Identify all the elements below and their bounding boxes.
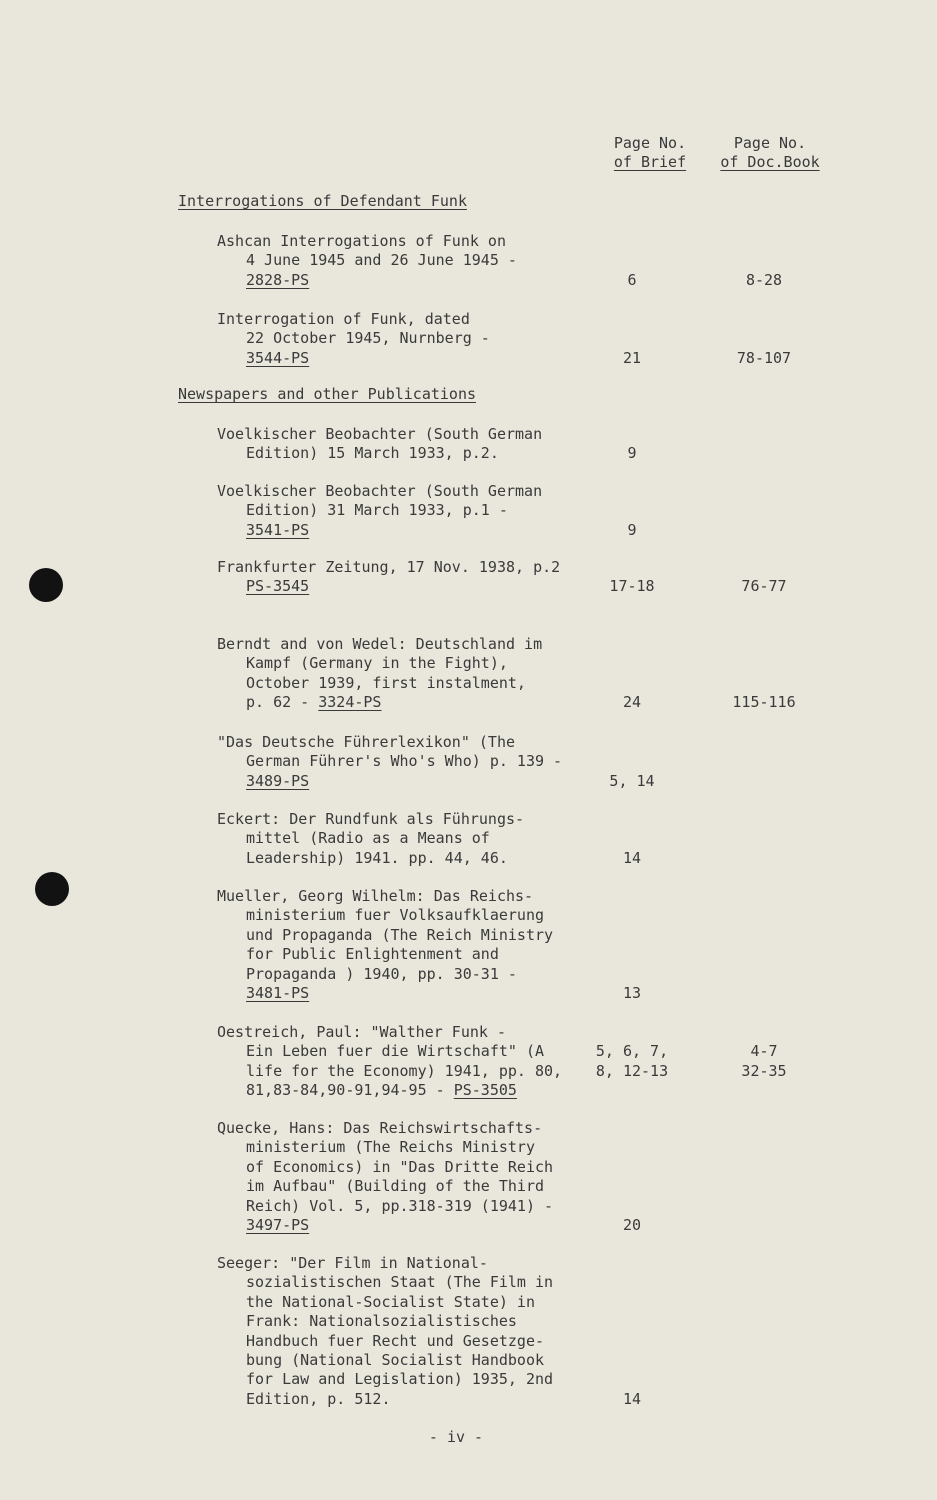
- citation-line: Handbuch fuer Recht und Gesetzge-: [246, 1331, 545, 1350]
- docbook-page-value: 4-7 32-35: [741, 1042, 787, 1080]
- citation-text: p. 62 -: [246, 693, 319, 712]
- citation-line: Quecke, Hans: Das Reichswirtschafts-: [217, 1119, 543, 1137]
- citation-line: Eckert: Der Rundfunk als Führungs-: [217, 810, 525, 828]
- header-line: Page No.: [733, 134, 807, 152]
- citation-line: Interrogation of Funk, dated: [217, 310, 470, 328]
- citation-line: of Economics) in "Das Dritte Reich: [246, 1157, 554, 1176]
- brief-page-value: 5, 14: [609, 771, 655, 790]
- page-number: [0, 1428, 937, 1446]
- citation-line: Mueller, Georg Wilhelm: Das Reichs-: [217, 887, 534, 905]
- document-reference: 3489-PS: [246, 771, 310, 790]
- citation-line: [217, 349, 490, 368]
- entry-citation: [217, 635, 542, 713]
- brief-page-value: 14: [622, 848, 642, 867]
- binder-hole: [35, 872, 69, 906]
- citation-line: the National-Socialist State) in: [246, 1292, 535, 1311]
- document-reference: 3481-PS: [246, 984, 310, 1003]
- document-reference: 3324-PS: [318, 693, 382, 712]
- citation-line: Edition, p. 512.: [246, 1389, 391, 1408]
- docbook-page-value: 115-116: [732, 693, 796, 712]
- entry-citation: [217, 310, 490, 368]
- page-number-text: - iv -: [428, 1428, 484, 1446]
- citation-line: Ashcan Interrogations of Funk on: [217, 232, 506, 250]
- section-heading-interrogations: Interrogations of Defendant Funk: [178, 192, 467, 210]
- entry-citation: [217, 733, 562, 791]
- header-line: of Doc.Book: [720, 153, 820, 171]
- entry-citation: [217, 1254, 553, 1409]
- citation-line: Frank: Nationalsozialistisches: [246, 1312, 517, 1331]
- docbook-page-value: 76-77: [741, 577, 787, 596]
- brief-page-value: 5, 6, 7, 8, 12-13: [595, 1042, 669, 1080]
- section-heading-newspapers: Newspapers and other Publications: [178, 385, 477, 403]
- entry-citation: [217, 1119, 553, 1235]
- entry-citation: [217, 482, 542, 540]
- document-reference: 2828-PS: [246, 270, 310, 289]
- citation-line: life for the Economy) 1941, pp. 80,: [246, 1061, 563, 1080]
- citation-line: 4 June 1945 and 26 June 1945 -: [246, 251, 517, 270]
- citation-line: Kampf (Germany in the Fight),: [246, 654, 508, 673]
- citation-line: Berndt and von Wedel: Deutschland im: [217, 635, 543, 653]
- citation-line: [217, 1216, 553, 1235]
- citation-line: 22 October 1945, Nurnberg -: [246, 329, 490, 348]
- binder-hole: [29, 568, 63, 602]
- citation-line: "Das Deutsche Führerlexikon" (The: [217, 733, 516, 751]
- document-reference: 3497-PS: [246, 1216, 310, 1235]
- citation-line: [217, 577, 560, 596]
- citation-line: for Law and Legislation) 1935, 2nd: [246, 1370, 554, 1389]
- citation-line: und Propaganda (The Reich Ministry: [246, 925, 554, 944]
- citation-line: [217, 772, 562, 791]
- citation-line: Reich) Vol. 5, pp.318-319 (1941) -: [246, 1196, 554, 1215]
- brief-page-column-header: [596, 134, 704, 172]
- citation-line: Voelkischer Beobachter (South German: [217, 425, 543, 443]
- citation-line: bung (National Socialist Handbook: [246, 1351, 545, 1370]
- brief-page-value: 6: [627, 270, 637, 289]
- docbook-page-column-header: [710, 134, 830, 172]
- document-reference: 3544-PS: [246, 348, 310, 367]
- entry-citation: [217, 810, 524, 868]
- docbook-page-value: 78-107: [736, 348, 792, 367]
- citation-line: Ein Leben fuer die Wirtschaft" (A: [246, 1042, 545, 1061]
- citation-line: German Führer's Who's Who) p. 139 -: [246, 752, 563, 771]
- brief-page-value: 21: [622, 348, 642, 367]
- citation-line: [217, 271, 517, 290]
- citation-line: mittel (Radio as a Means of: [246, 829, 490, 848]
- document-reference: PS-3545: [246, 577, 310, 596]
- citation-line: [217, 521, 542, 540]
- document-reference: 3541-PS: [246, 520, 310, 539]
- citation-line: sozialistischen Staat (The Film in: [246, 1273, 554, 1292]
- citation-line: [217, 693, 542, 712]
- citation-line: ministerium fuer Volksaufklaerung: [246, 906, 545, 925]
- brief-page-value: 9: [627, 520, 637, 539]
- citation-line: October 1939, first instalment,: [246, 673, 526, 692]
- entry-citation: [217, 1023, 562, 1101]
- citation-line: Propaganda ) 1940, pp. 30-31 -: [246, 964, 517, 983]
- citation-line: for Public Enlightenment and: [246, 945, 499, 964]
- citation-line: Seeger: "Der Film in National-: [217, 1254, 488, 1272]
- header-line: of Brief: [613, 153, 687, 171]
- citation-line: ministerium (The Reichs Ministry: [246, 1138, 535, 1157]
- brief-page-value: 14: [622, 1389, 642, 1408]
- citation-line: Frankfurter Zeitung, 17 Nov. 1938, p.2: [217, 558, 561, 576]
- entry-citation: [217, 887, 553, 1003]
- entry-citation: [217, 425, 542, 464]
- citation-line: im Aufbau" (Building of the Third: [246, 1177, 545, 1196]
- citation-line: Oestreich, Paul: "Walther Funk -: [217, 1023, 506, 1041]
- citation-line: Leadership) 1941. pp. 44, 46.: [246, 848, 508, 867]
- header-line: Page No.: [613, 134, 687, 152]
- citation-line: Edition) 31 March 1933, p.1 -: [246, 501, 508, 520]
- citation-line: Voelkischer Beobachter (South German: [217, 482, 543, 500]
- citation-line: Edition) 15 March 1933, p.2.: [246, 444, 499, 463]
- entry-citation: [217, 232, 517, 290]
- brief-page-value: 13: [622, 984, 642, 1002]
- brief-page-value: 17-18: [609, 577, 655, 596]
- citation-text: 81,83-84,90-91,94-95 -: [246, 1081, 454, 1100]
- citation-line: [217, 984, 553, 1003]
- brief-page-value: 24: [622, 693, 642, 712]
- docbook-page-value: 8-28: [745, 270, 783, 289]
- brief-page-value: 9: [627, 444, 637, 463]
- entry-citation: [217, 558, 560, 597]
- document-reference: PS-3505: [453, 1081, 517, 1100]
- brief-page-value: 20: [622, 1216, 642, 1234]
- citation-line: [217, 1081, 562, 1100]
